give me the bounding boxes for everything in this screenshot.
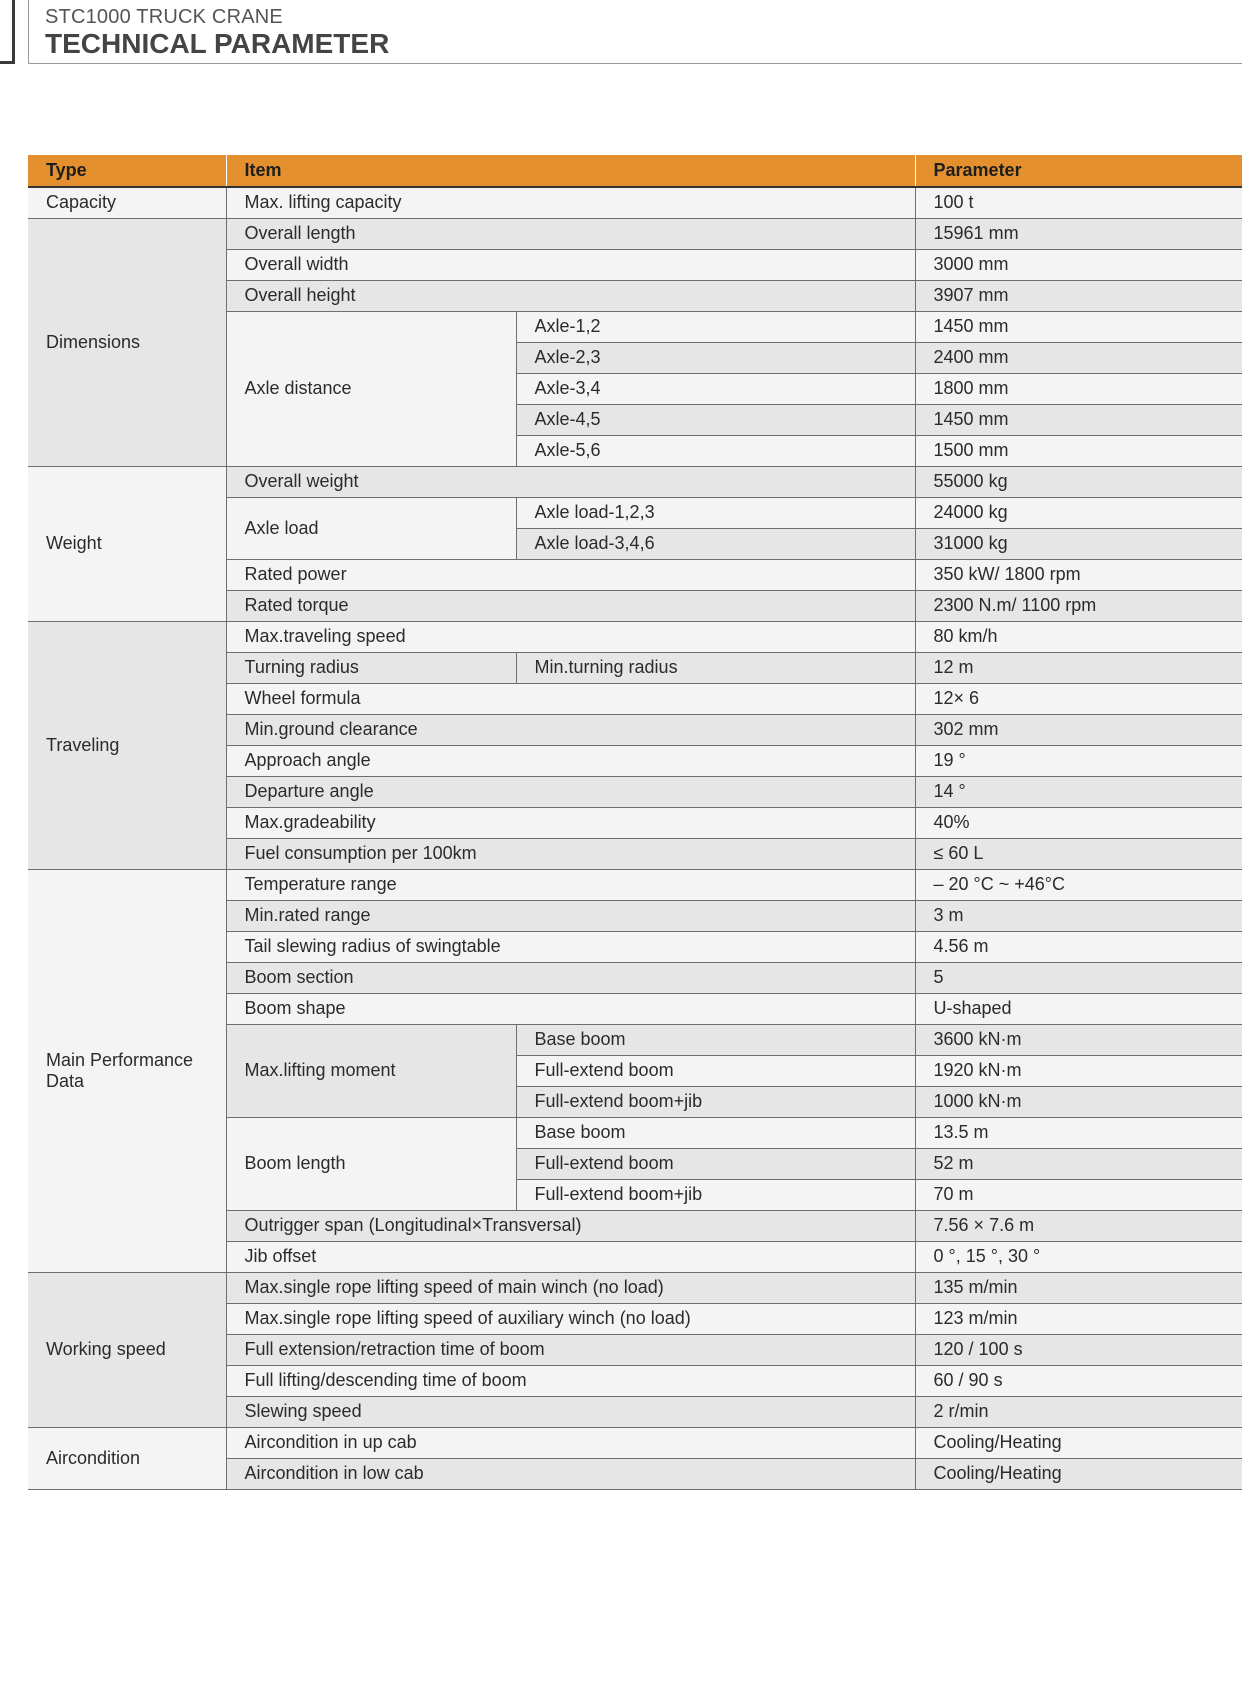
parameter-cell: – 20 °C ~ +46°C — [915, 869, 1242, 900]
type-cell: Aircondition — [28, 1427, 226, 1489]
sub-item-cell: Axle-2,3 — [516, 342, 915, 373]
type-cell: Dimensions — [28, 218, 226, 466]
sub-item-cell: Base boom — [516, 1024, 915, 1055]
table-row — [28, 187, 1242, 218]
column-header-item: Item — [226, 155, 915, 187]
parameter-cell: 302 mm — [915, 714, 1242, 745]
item-cell: Wheel formula — [226, 683, 915, 714]
parameter-cell: 70 m — [915, 1179, 1242, 1210]
table-row — [28, 466, 1242, 497]
parameter-cell: 15961 mm — [915, 218, 1242, 249]
column-header-parameter: Parameter — [915, 155, 1242, 187]
item-cell: Full extension/retraction time of boom — [226, 1334, 915, 1365]
sub-item-cell: Full-extend boom — [516, 1148, 915, 1179]
parameter-cell: Cooling/Heating — [915, 1458, 1242, 1489]
parameter-cell: 13.5 m — [915, 1117, 1242, 1148]
item-cell: Outrigger span (Longitudinal×Transversal) — [226, 1210, 915, 1241]
parameter-cell: 12 m — [915, 652, 1242, 683]
parameter-cell: 7.56 × 7.6 m — [915, 1210, 1242, 1241]
sub-item-cell: Axle load-1,2,3 — [516, 497, 915, 528]
parameter-cell: 2 r/min — [915, 1396, 1242, 1427]
type-cell: Capacity — [28, 187, 226, 218]
item-cell: Boom shape — [226, 993, 915, 1024]
item-cell: Slewing speed — [226, 1396, 915, 1427]
sub-item-cell: Min.turning radius — [516, 652, 915, 683]
item-cell: Min.rated range — [226, 900, 915, 931]
sub-item-cell: Axle-3,4 — [516, 373, 915, 404]
table-row — [28, 869, 1242, 900]
item-cell: Departure angle — [226, 776, 915, 807]
type-cell: Weight — [28, 466, 226, 621]
parameter-cell: 100 t — [915, 187, 1242, 218]
item-cell: Max.traveling speed — [226, 621, 915, 652]
parameter-cell: 55000 kg — [915, 466, 1242, 497]
sub-item-cell: Axle-5,6 — [516, 435, 915, 466]
item-cell: Fuel consumption per 100km — [226, 838, 915, 869]
sub-item-cell: Full-extend boom+jib — [516, 1086, 915, 1117]
column-header-type: Type — [28, 155, 226, 187]
parameter-cell: 80 km/h — [915, 621, 1242, 652]
parameter-cell: 14 ° — [915, 776, 1242, 807]
parameter-cell: 40% — [915, 807, 1242, 838]
parameter-cell: U-shaped — [915, 993, 1242, 1024]
table-group — [28, 187, 1242, 218]
parameter-cell: 1800 mm — [915, 373, 1242, 404]
type-cell: Traveling — [28, 621, 226, 869]
item-cell: Max.single rope lifting speed of main winch (no load) — [226, 1272, 915, 1303]
item-cell: Max.lifting moment — [226, 1024, 516, 1117]
parameter-cell: 1500 mm — [915, 435, 1242, 466]
table-group — [28, 1427, 1242, 1489]
sub-item-cell: Full-extend boom — [516, 1055, 915, 1086]
item-cell: Overall length — [226, 218, 915, 249]
sub-item-cell: Base boom — [516, 1117, 915, 1148]
item-cell: Max.gradeability — [226, 807, 915, 838]
item-cell: Approach angle — [226, 745, 915, 776]
type-cell: Working speed — [28, 1272, 226, 1427]
document-subtitle: STC1000 TRUCK CRANE — [45, 6, 283, 28]
item-cell: Rated torque — [226, 590, 915, 621]
item-cell: Full lifting/descending time of boom — [226, 1365, 915, 1396]
parameter-cell: 19 ° — [915, 745, 1242, 776]
item-cell: Min.ground clearance — [226, 714, 915, 745]
parameter-cell: 3 m — [915, 900, 1242, 931]
table-row — [28, 1272, 1242, 1303]
table-group — [28, 466, 1242, 621]
parameter-cell: 1450 mm — [915, 311, 1242, 342]
parameter-cell: 350 kW/ 1800 rpm — [915, 559, 1242, 590]
item-cell: Max. lifting capacity — [226, 187, 915, 218]
parameter-cell: 1450 mm — [915, 404, 1242, 435]
document-title: TECHNICAL PARAMETER — [45, 28, 390, 59]
item-cell: Temperature range — [226, 869, 915, 900]
type-cell: Main Performance Data — [28, 869, 226, 1272]
parameter-cell: 0 °, 15 °, 30 ° — [915, 1241, 1242, 1272]
parameter-cell: 135 m/min — [915, 1272, 1242, 1303]
table-row — [28, 218, 1242, 249]
table-group — [28, 218, 1242, 466]
parameter-cell: 4.56 m — [915, 931, 1242, 962]
parameter-cell: 3907 mm — [915, 280, 1242, 311]
parameter-cell: 24000 kg — [915, 497, 1242, 528]
item-cell: Max.single rope lifting speed of auxiliary winch (no load) — [226, 1303, 915, 1334]
item-cell: Axle distance — [226, 311, 516, 466]
parameter-cell: 60 / 90 s — [915, 1365, 1242, 1396]
parameter-cell: 120 / 100 s — [915, 1334, 1242, 1365]
sub-item-cell: Axle-1,2 — [516, 311, 915, 342]
item-cell: Turning radius — [226, 652, 516, 683]
parameter-cell: 31000 kg — [915, 528, 1242, 559]
table-group — [28, 869, 1242, 1272]
item-cell: Tail slewing radius of swingtable — [226, 931, 915, 962]
parameter-cell: ≤ 60 L — [915, 838, 1242, 869]
parameter-cell: Cooling/Heating — [915, 1427, 1242, 1458]
item-cell: Aircondition in up cab — [226, 1427, 915, 1458]
parameter-cell: 5 — [915, 962, 1242, 993]
item-cell: Overall width — [226, 249, 915, 280]
item-cell: Boom length — [226, 1117, 516, 1210]
item-cell: Boom section — [226, 962, 915, 993]
item-cell: Jib offset — [226, 1241, 915, 1272]
item-cell: Rated power — [226, 559, 915, 590]
parameter-cell: 2400 mm — [915, 342, 1242, 373]
table-group — [28, 1272, 1242, 1427]
table-row — [28, 1427, 1242, 1458]
parameter-cell: 1920 kN·m — [915, 1055, 1242, 1086]
parameter-cell: 3600 kN·m — [915, 1024, 1242, 1055]
header-edge-mark — [0, 0, 15, 64]
sub-item-cell: Axle-4,5 — [516, 404, 915, 435]
technical-parameter-table — [28, 155, 1242, 1490]
sub-item-cell: Axle load-3,4,6 — [516, 528, 915, 559]
item-cell: Axle load — [226, 497, 516, 559]
item-cell: Aircondition in low cab — [226, 1458, 915, 1489]
item-cell: Overall weight — [226, 466, 915, 497]
parameter-cell: 2300 N.m/ 1100 rpm — [915, 590, 1242, 621]
parameter-cell: 3000 mm — [915, 249, 1242, 280]
item-cell: Overall height — [226, 280, 915, 311]
table-group — [28, 621, 1242, 869]
sub-item-cell: Full-extend boom+jib — [516, 1179, 915, 1210]
table-row — [28, 621, 1242, 652]
parameter-cell: 1000 kN·m — [915, 1086, 1242, 1117]
parameter-cell: 52 m — [915, 1148, 1242, 1179]
parameter-cell: 123 m/min — [915, 1303, 1242, 1334]
parameter-cell: 12× 6 — [915, 683, 1242, 714]
table-header-row — [28, 155, 1242, 187]
